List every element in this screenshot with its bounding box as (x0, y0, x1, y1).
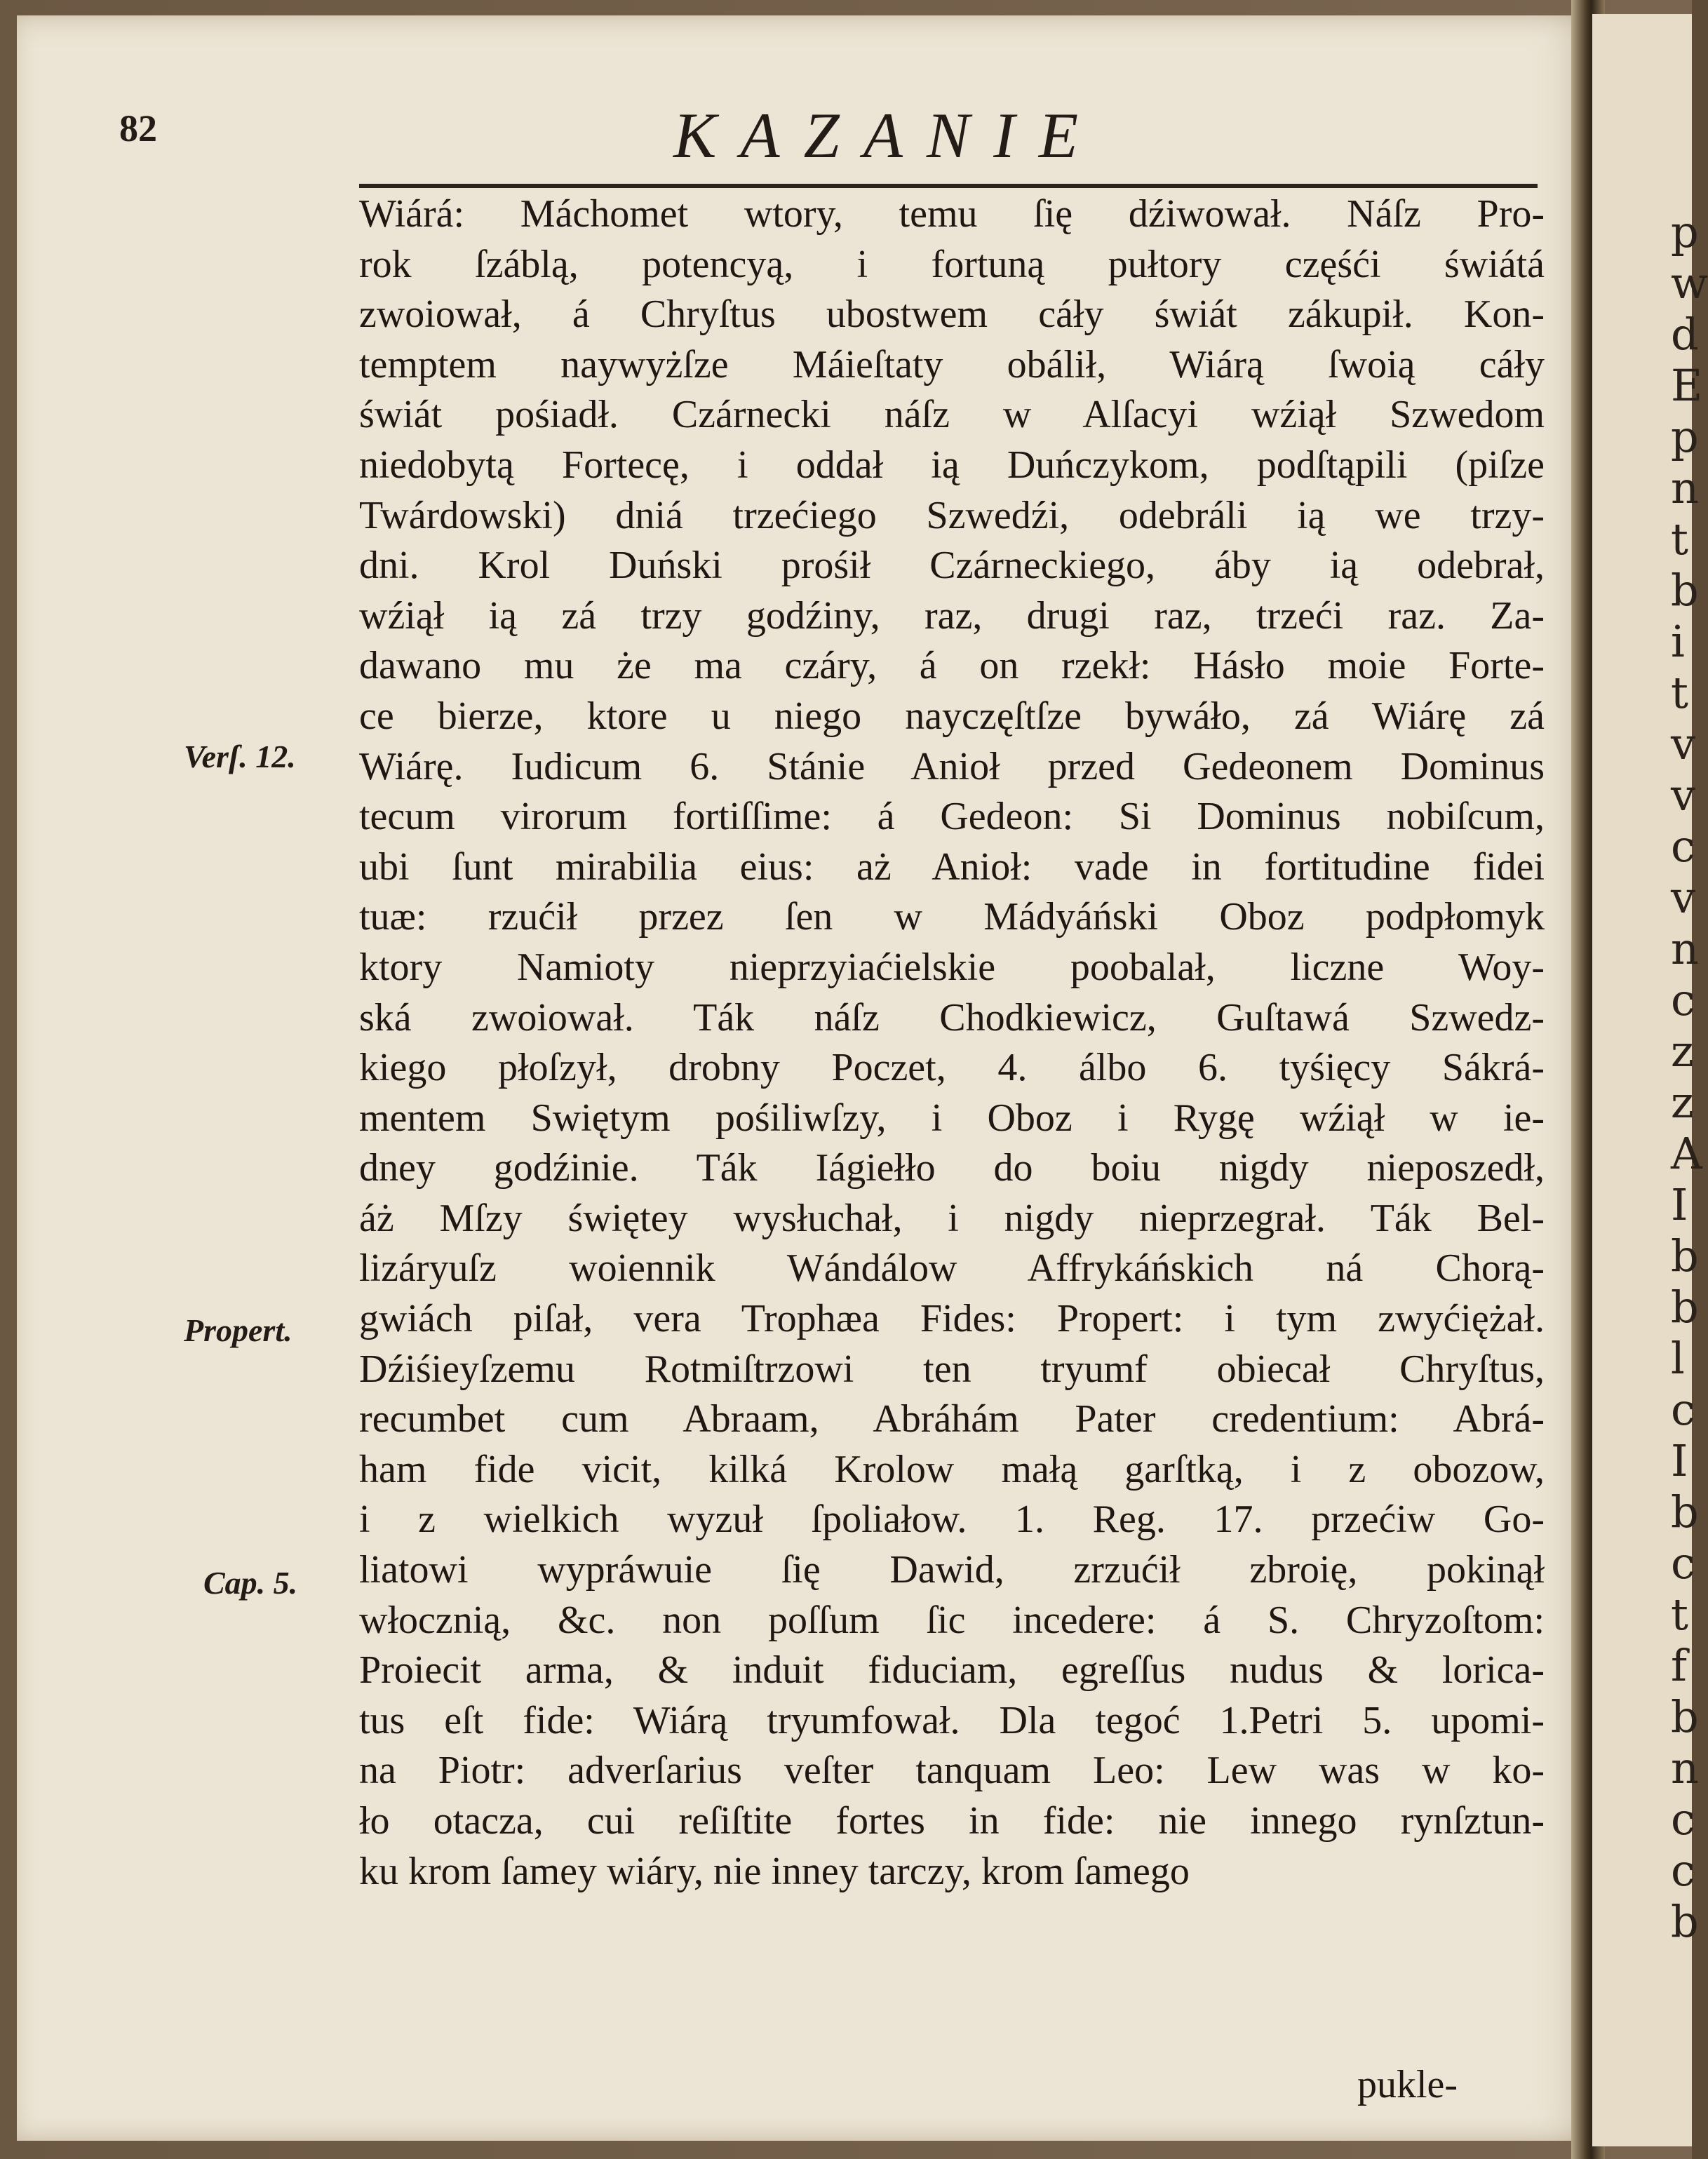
facing-page-letter: I (1671, 1435, 1688, 1486)
facing-page-letter: n (1671, 923, 1699, 974)
facing-page-letter: p (1671, 206, 1699, 257)
facing-page-letter: b (1671, 565, 1699, 616)
facing-page-letter: t (1671, 513, 1688, 565)
facing-page-letter: c (1671, 974, 1695, 1025)
text-line: ło otacza, cui reſiſtite fortes in fide: nie innego rynſztun- (359, 1799, 1545, 1843)
catchword: pukle- (1357, 2063, 1458, 2106)
text-line: liatowi wypráwuie ſię Dawid, zrzućił zbroię, pokinął (359, 1548, 1545, 1592)
text-line: áż Mſzy świętey wysłuchał, i nigdy nieprzegrał. Ták Bel- (359, 1196, 1545, 1240)
facing-page-letter: c (1671, 821, 1695, 872)
body-text (359, 189, 1545, 1897)
text-line: dni. Krol Duński prośił Czárneckiego, áby ią odebrał, (359, 544, 1545, 588)
text-line: ubi ſunt mirabilia eius: aż Anioł: vade in fortitudine fidei (359, 845, 1545, 889)
text-line: świát pośiadł. Czárnecki náſz w Alſacyi wźiął Szwedom (359, 393, 1545, 437)
facing-page-letter: b (1671, 1282, 1699, 1333)
text-line: Twárdowski) dniá trzećiego Szwedźi, odebráli ią we trzy- (359, 493, 1545, 537)
margin-note-cap: Cap. 5. (203, 1565, 298, 1601)
facing-page-letter: c (1671, 1845, 1695, 1896)
text-line: niedobytą Fortecę, i oddał ią Duńczykom, podſtąpili (piſze (359, 443, 1545, 487)
facing-page-letter: n (1671, 462, 1699, 513)
margin-note-verse: Verſ. 12. (184, 739, 296, 774)
facing-page-letter: p (1671, 411, 1699, 462)
text-line: temptem naywyżſze Máieſtaty obálił, Wiárą ſwoią cáły (359, 342, 1545, 386)
text-line: dawano mu że ma czáry, á on rzekł: Hásło moie Forte- (359, 644, 1545, 688)
facing-page-letter: I (1671, 1179, 1688, 1230)
facing-page-letter: b (1671, 1230, 1699, 1282)
facing-page-letter: v (1671, 718, 1696, 769)
text-line: ce bierze, ktore u niego nayczęſtſze bywáło, zá Wiárę zá (359, 694, 1545, 738)
page-number: 82 (119, 107, 157, 149)
margin-note-propert: Propert. (184, 1312, 292, 1348)
text-line: tecum virorum fortiſſime: á Gedeon: Si Dominus nobiſcum, (359, 795, 1545, 839)
facing-page-letter: b (1671, 1486, 1699, 1538)
facing-page-letter: t (1671, 1589, 1688, 1640)
facing-page-letter: v (1671, 872, 1696, 923)
facing-page-letter: d (1671, 309, 1699, 360)
facing-page-letter: b (1671, 1896, 1699, 1947)
text-line: ktory Namioty nieprzyiaćielskie poobalał, liczne Woy- (359, 945, 1545, 989)
facing-page-letter: l (1671, 1333, 1685, 1384)
header-rule (359, 184, 1538, 188)
facing-page-edge (1592, 14, 1708, 2146)
facing-page-letter: c (1671, 1794, 1695, 1845)
text-line: ku krom ſamey wiáry, nie inney tarczy, krom ſamego (359, 1849, 1190, 1893)
text-line: Wiárę. Iudicum 6. Stánie Anioł przed Gedeonem Dominus (359, 744, 1545, 788)
text-line: zwoiował, á Chryſtus ubostwem cáły świát zákupił. Kon- (359, 292, 1545, 337)
text-line: ham fide vicit, kilká Krolow małą garſtką, i z obozow, (359, 1447, 1545, 1491)
text-line: mentem Swiętym pośiliwſzy, i Oboz i Rygę wźiął w ie- (359, 1096, 1545, 1140)
facing-page-letter: n (1671, 1742, 1699, 1794)
facing-page-letter: c (1671, 1384, 1695, 1435)
facing-page-letter: f (1671, 1640, 1687, 1691)
text-line: ská zwoiował. Ták náſz Chodkiewicz, Guſtawá Szwedz- (359, 995, 1545, 1040)
text-line: Proiecit arma, & induit fiduciam, egreſſus nudus & lorica- (359, 1648, 1545, 1693)
text-line: Wiárá: Máchomet wtory, temu ſię dźiwował. Náſz Pro- (359, 192, 1545, 236)
text-line: lizáryuſz woiennik Wándálow Affrykáńskich ná Chorą- (359, 1246, 1545, 1291)
text-line: kiego płoſzył, drobny Poczet, 4. álbo 6. tyśięcy Sákrá- (359, 1046, 1545, 1090)
text-line: tuæ: rzućił przez ſen w Mádyáński Oboz podpłomyk (359, 895, 1545, 939)
text-line: tus eſt fide: Wiárą tryumfował. Dla tegoć 1.Petri 5. upomi- (359, 1698, 1545, 1742)
text-line: i z wielkich wyzuł ſpoliałow. 1. Reg. 17. przećiw Go- (359, 1498, 1545, 1542)
facing-page-letter: c (1671, 1538, 1695, 1589)
text-line: wźiął ią zá trzy godźiny, raz, drugi raz, trzeći raz. Za- (359, 593, 1545, 638)
facing-page-letter: v (1671, 769, 1696, 821)
text-line: dney godźinie. Ták Iágiełło do boiu nigdy nieposzedł, (359, 1146, 1545, 1190)
running-head: KAZANIE (673, 100, 1103, 171)
text-line: rok ſzáblą, potencyą, i fortuną pułtory częśći świátá (359, 242, 1545, 286)
facing-page-letter: z (1671, 1025, 1694, 1077)
text-line: gwiách piſał, vera Trophæa Fides: Propert: i tym zwyćiężał. (359, 1297, 1545, 1341)
text-line: Dźiśieyſzemu Rotmiſtrzowi ten tryumf obiecał Chryſtus, (359, 1347, 1545, 1391)
facing-page-letter: w (1671, 257, 1708, 309)
facing-page-letter: t (1671, 667, 1688, 718)
facing-page-letter: A (1671, 1128, 1702, 1179)
facing-page-letter: b (1671, 1691, 1699, 1742)
text-line: recumbet cum Abraam, Abráhám Pater credentium: Abrá- (359, 1397, 1545, 1441)
facing-page-letter: i (1671, 616, 1685, 667)
text-line: na Piotr: adverſarius veſter tanquam Leo: Lew was w ko- (359, 1749, 1545, 1793)
text-line: włocznią, &c. non poſſum ſic incedere: á S. Chryzoſtom: (359, 1598, 1545, 1642)
facing-page-letter: E (1671, 360, 1703, 411)
facing-page-letter: z (1671, 1077, 1694, 1128)
